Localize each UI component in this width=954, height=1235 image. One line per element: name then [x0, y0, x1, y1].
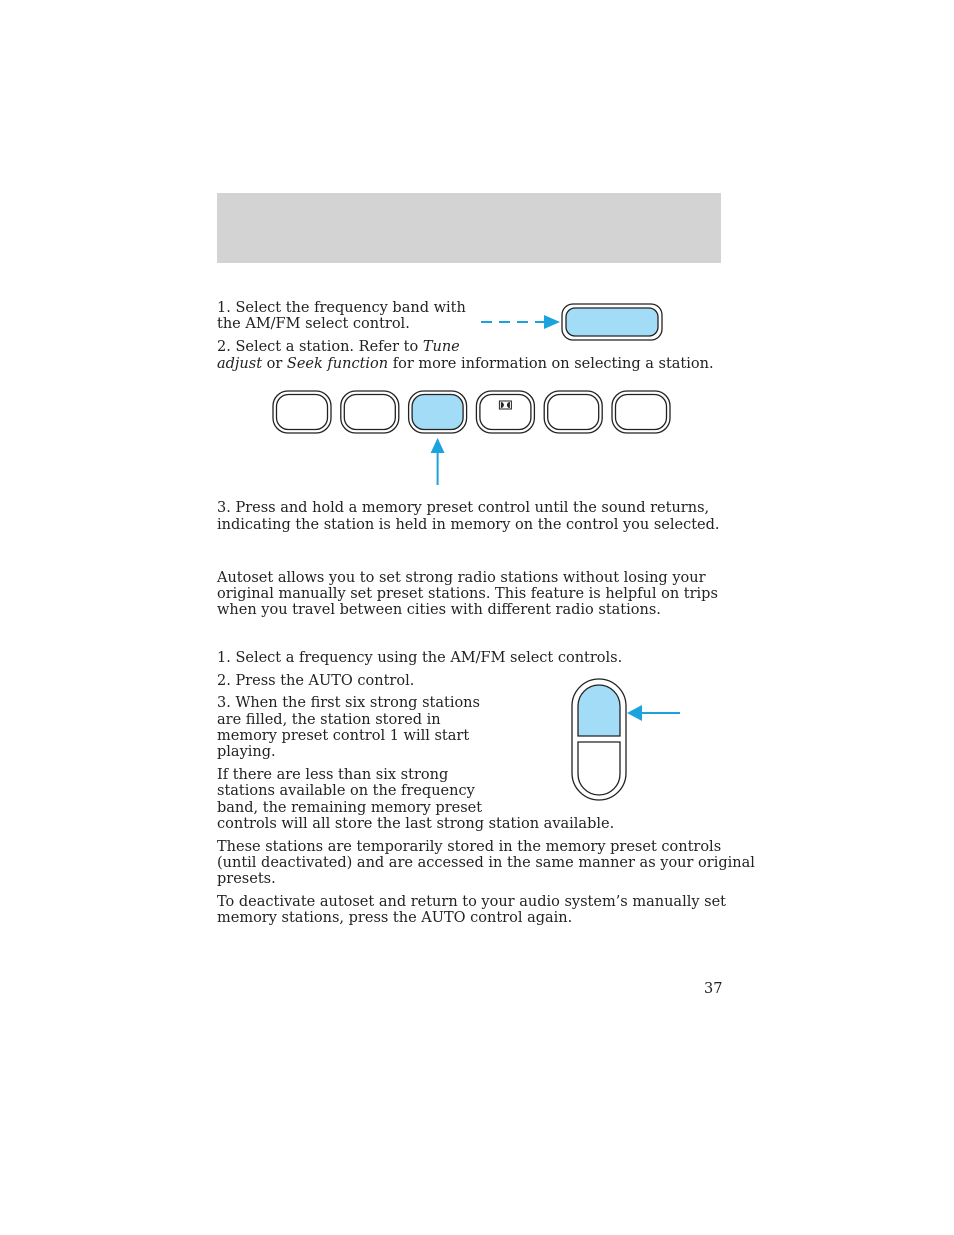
step3-line1: 3. Press and hold a memory preset control until the sound returns,: [217, 500, 710, 516]
step1-line1: 1. Select the frequency band with: [217, 300, 466, 316]
autoset-step1: 1. Select a frequency using the AM/FM select controls.: [217, 650, 623, 666]
step2-line1: [217, 339, 460, 356]
deactivate-line2: memory stations, press the AUTO control again.: [217, 910, 573, 926]
auto-control-figure: [568, 676, 684, 804]
preset-arrow-head-icon: [431, 438, 445, 453]
preset-button-5-face: [548, 395, 599, 430]
step2-line1-prefix: 2. Select a station. Refer to: [217, 339, 423, 355]
amfm-select-figure: [478, 302, 668, 344]
step2-line2-suffix: for more information on selecting a station.: [388, 356, 714, 372]
step2-line2: [217, 356, 714, 373]
autoset-note-line2: stations available on the frequency: [217, 783, 475, 799]
preset-button-5[interactable]: [544, 391, 602, 433]
autoset-note-line4: controls will all store the last strong station available.: [217, 816, 615, 832]
dashed-arrow-head-icon: [544, 315, 560, 329]
deactivate-line1: To deactivate autoset and return to your audio system’s manually set: [217, 894, 727, 910]
autoset-note-line1: If there are less than six strong: [217, 767, 449, 783]
autoset-intro-line1: Autoset allows you to set strong radio stations without losing your: [217, 570, 706, 586]
step2-tune-ref: Tune: [422, 339, 460, 355]
autoset-step3-line1: 3. When the first six strong stations: [217, 695, 480, 711]
preset-button-6[interactable]: [612, 391, 670, 433]
amfm-select-button[interactable]: [566, 308, 658, 336]
temp-stored-line2: (until deactivated) and are accessed in the same manner as your original: [217, 855, 755, 871]
preset-button-2[interactable]: [341, 391, 399, 433]
autoset-intro-line3: when you travel between cities with different radio stations.: [217, 602, 661, 618]
auto-arrow-head-icon: [627, 705, 642, 721]
page-number: 37: [704, 981, 723, 997]
autoset-note-line3: band, the remaining memory preset: [217, 800, 483, 816]
autoset-step3-line2: are filled, the station stored in: [217, 712, 441, 728]
temp-stored-line1: These stations are temporarily stored in the memory preset controls: [217, 839, 722, 855]
preset-button-3[interactable]: [409, 391, 467, 433]
preset-button-1-face: [277, 395, 328, 430]
step3-line2: indicating the station is held in memory on the control you selected.: [217, 517, 720, 533]
lower-rocker-button[interactable]: [578, 742, 620, 795]
step2-or: or: [262, 356, 287, 372]
autoset-intro-line2: original manually set preset stations. This feature is helpful on trips: [217, 586, 718, 602]
preset-button-3-face: [412, 395, 463, 430]
step1-line2: the AM/FM select control.: [217, 316, 410, 332]
preset-buttons-figure: [270, 388, 675, 490]
preset-button-6-face: [616, 395, 667, 430]
preset-button-4-face: [480, 395, 531, 430]
autoset-step3-line3: memory preset control 1 will start: [217, 728, 470, 744]
preset-button-2-face: [344, 395, 395, 430]
autoset-step3-line4: playing.: [217, 744, 276, 760]
step2-adjust-ref: adjust: [217, 356, 263, 372]
auto-button[interactable]: [578, 685, 620, 736]
temp-stored-line3: presets.: [217, 871, 276, 887]
section-header-band: [217, 193, 721, 263]
preset-button-4[interactable]: [476, 391, 534, 433]
preset-button-1[interactable]: [273, 391, 331, 433]
step2-seek-ref: Seek function: [286, 356, 389, 372]
autoset-step2: 2. Press the AUTO control.: [217, 673, 415, 689]
